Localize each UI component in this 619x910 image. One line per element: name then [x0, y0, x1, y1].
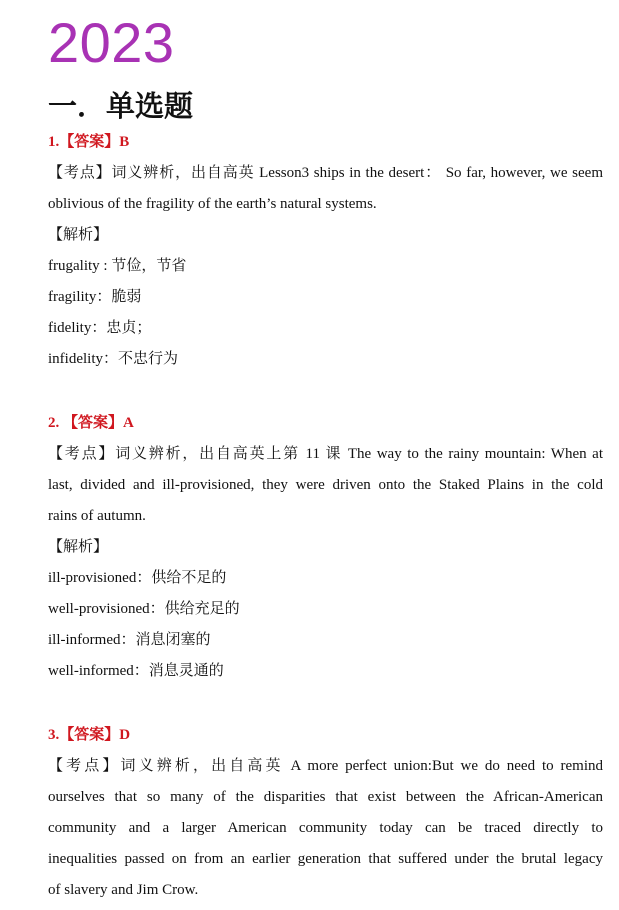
kaodian-line: rains of autumn. [48, 508, 146, 524]
kaodian-line: 【考点】词义辨析，出自高英 Lesson3 ships in the desert： So far, however, we seem [48, 165, 603, 181]
question-2 [48, 408, 603, 687]
term-line: fragility：脆弱 [48, 289, 142, 305]
kaodian-line: ourselves that so many of the disparities that exist between the African-American [48, 789, 603, 805]
term-line: infidelity：不忠行为 [48, 351, 178, 367]
term-line: ill-provisioned：供给不足的 [48, 570, 227, 586]
kaodian-line: inequalities passed on from an earlier generation that suffered under the brutal legacy [48, 851, 603, 867]
kaodian-line: community and a larger American community today can be traced directly to [48, 820, 603, 836]
answer-line: 3.【答案】D [48, 727, 131, 743]
kaodian-line: oblivious of the fragility of the earth’s natural systems. [48, 196, 377, 212]
question-3 [48, 720, 603, 906]
term-line: frugality : 节俭，节省 [48, 258, 187, 274]
kaodian-line: of slavery and Jim Crow. [48, 882, 199, 898]
kaodian-line: 【考点】词义辨析，出自高英 A more perfect union:But we do need to remind [48, 758, 603, 774]
jiexi-label: 【解析】 [48, 227, 109, 243]
section-title: 一．单选题 [48, 89, 194, 123]
kaodian-line: last, divided and ill-provisioned, they were driven onto the Staked Plains in the cold [48, 477, 603, 493]
answer-line: 2. 【答案】A [48, 415, 134, 431]
answer-line: 1.【答案】B [48, 134, 130, 150]
kaodian-line: 【考点】词义辨析，出自高英上第 11 课 The way to the rainy mountain: When at [48, 446, 603, 462]
year-heading: 2023 [48, 11, 175, 74]
term-line: ill-informed：消息闭塞的 [48, 632, 211, 648]
question-1 [48, 127, 603, 375]
jiexi-label: 【解析】 [48, 539, 109, 555]
term-line: well-informed：消息灵通的 [48, 663, 224, 679]
term-line: well-provisioned：供给充足的 [48, 601, 240, 617]
term-line: fidelity：忠贞； [48, 320, 152, 336]
